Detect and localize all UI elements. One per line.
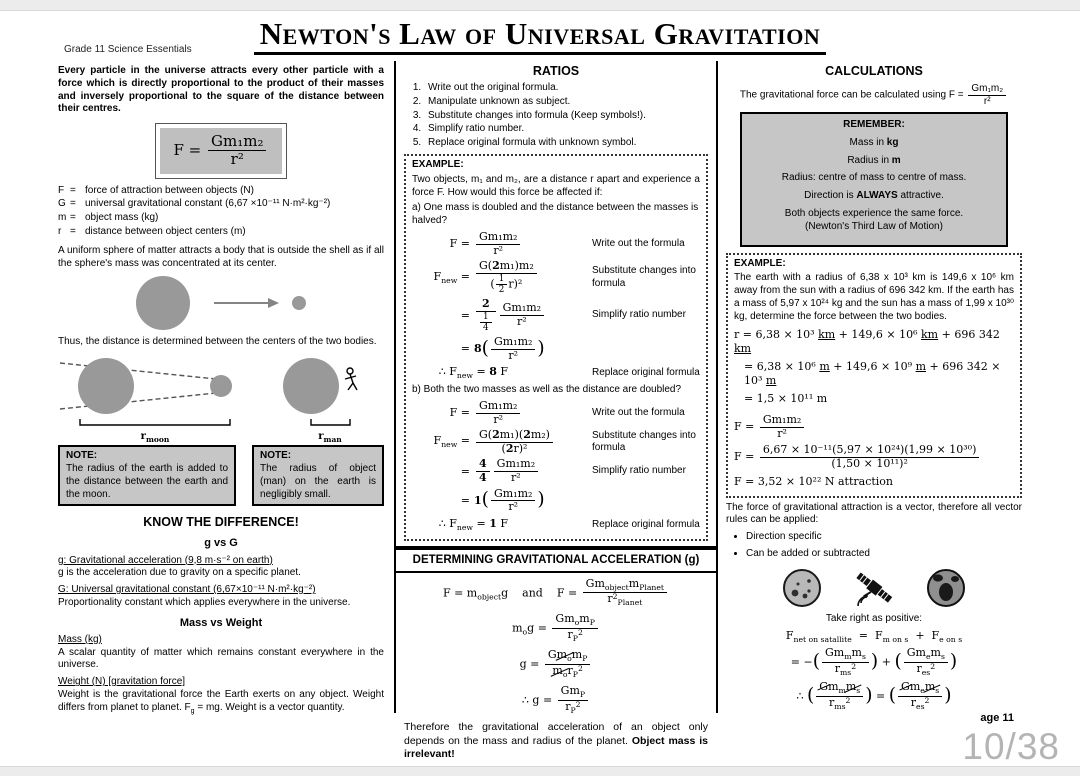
satellite-icon	[851, 565, 897, 611]
formula-row: = 1 ( Gm₁m₂ r² )	[460, 486, 545, 514]
ratios-step: 5. Replace original formula with unknown symbol.	[424, 137, 708, 150]
crater-spot	[792, 589, 799, 596]
radius-calc-line: r = 6,38 × 10³ km + 149,6 × 10⁶ km + 696 342 km	[734, 327, 1000, 355]
page-number-label: age 11	[980, 712, 1014, 724]
viewer-top-bar	[0, 0, 1080, 11]
symbol-definitions	[58, 185, 384, 239]
calculation-example-box	[726, 253, 1022, 498]
mass-vs-weight-header: Mass vs Weight	[179, 616, 263, 629]
ratios-example-box	[404, 154, 708, 541]
formula-row: $F_{new}$ = G(2m₁)m₂ ( $\frac{1}{2}$ r)² Substitute changes into formula	[433, 259, 696, 295]
earth-image	[925, 567, 967, 609]
right-column	[716, 61, 1030, 713]
crater-spot	[807, 579, 811, 583]
page-title-text: Newton's Law of Universal Gravitation	[254, 16, 826, 55]
remember-line: Radius in m	[847, 154, 901, 166]
G-definition-body: Proportionality constant which applies everywhere in the universe.	[58, 596, 351, 608]
example-label: EXAMPLE:	[734, 257, 786, 269]
force-calc-line: F = 3,52 × 10²² N attraction	[734, 474, 894, 488]
man-figure	[345, 368, 357, 390]
question-b: b) Both the two masses as well as the distance are doubled?	[412, 384, 682, 396]
uniform-sphere-text: A uniform sphere of matter attracts a body that is outside the shell as if all the sphere's mass was concentrated at its center.	[58, 244, 384, 269]
ratios-step: 4. Simplify ratio number.	[424, 123, 708, 136]
calc-intro-line: The gravitational force can be calculated using F = $\frac{\text{Gm₁m₂}}{\text{r²}}$	[726, 83, 1022, 107]
remember-line: Both objects experience the same force. (Newton's Third Law of Motion)	[784, 207, 964, 232]
continent-shape	[951, 576, 959, 582]
vector-bullet: • Direction specific	[746, 531, 1022, 544]
know-the-difference-header: KNOW THE DIFFERENCE!	[143, 515, 299, 530]
net-force-line: ∴ ( $Gm_mm_s$ $r_{ms}^2$ ) = ( $Gm_em_s$ $r_{es}^2$ )	[796, 680, 952, 711]
remember-box	[740, 112, 1008, 247]
note-man: NOTE: The radius of object (man) on the earth is negligibly small.	[252, 445, 384, 506]
vector-bullets	[732, 531, 1022, 561]
viewer-bottom-bar	[0, 766, 1080, 776]
determining-g-header: DETERMINING GRAVITATIONAL ACCELERATION (g)	[396, 550, 716, 573]
g-derivation-line: ∴ g = $Gm_P$ $r_P^2$	[404, 685, 708, 716]
net-force-line: $F_{net on satallite} = F_{m on s} + F_{e on s}$	[785, 628, 963, 644]
g-derivation-line: $m_og$ = $Gm_om_P$ $r_P^2$	[404, 613, 708, 644]
example-label: EXAMPLE:	[412, 158, 464, 170]
law-statement: Every particle in the universe attracts every other particle with a force which is directly proportional to the product of their masses and inversely proportional to the square of the distance between their centres.	[58, 65, 384, 115]
page-title	[0, 15, 1080, 55]
g-vs-G-header: g vs G	[204, 537, 238, 550]
radius-diagrams	[58, 351, 384, 443]
ratios-step: 3. Substitute changes into formula (Keep symbols!).	[424, 110, 708, 123]
note-boxes	[58, 445, 384, 506]
crater-spot	[807, 589, 810, 592]
weight-head: Weight (N) [gravitation force]	[58, 676, 186, 688]
earth-circle	[78, 358, 134, 414]
calculations-header: CALCULATIONS	[825, 64, 923, 78]
take-right-text: Take right as positive:	[825, 612, 923, 624]
radius-calc-line: = 1,5 × 10¹¹ m	[744, 391, 828, 405]
formula-row: = 8 ( Gm₁m₂ r² )	[460, 334, 545, 362]
definition-row: F = force of attraction between objects (N)	[58, 184, 254, 196]
g-definition-body: g is the acceleration due to gravity on a specific planet.	[58, 567, 301, 579]
example-text: The earth with a radius of 6,38 x 10³ km is 149,6 x 10⁶ km away from the sun with a radius of 696 342 km. If the earth has a mass of 5,97 x 10²⁴ kg and the sun has a mass of 1,99 x 10³⁰ kg, determine the force between the two bodies.	[734, 272, 1014, 322]
small-body	[292, 296, 306, 310]
continent-shape	[939, 583, 953, 601]
mass-body: A scalar quantity of matter which remains constant everywhere in the universe.	[58, 646, 384, 671]
solar-panel	[856, 572, 871, 586]
celestial-bodies-row	[726, 565, 1022, 611]
formula-row: $F_{new}$ = G(2m₁)(2m₂) (2r)² Substitute changes into formula	[433, 428, 696, 455]
ratios-header: RATIOS	[532, 64, 580, 78]
remember-title: REMEMBER:	[843, 119, 905, 130]
ratios-step: 2. Manipulate unknown as subject.	[424, 96, 708, 109]
page-header	[0, 11, 1080, 61]
formula-row: = 2 $\frac{1}{4}$ Gm₁m₂ r² Simplify ratio number	[460, 297, 686, 333]
weight-body: Weight is the gravitational force the Earth exerts on any object. Weight differs from planet to planet. $F_g$ = mg. Weight is a vector quantity.	[58, 688, 384, 715]
formula-row: ∴ $F_{new} = 8$ F Replace original formula	[438, 365, 700, 381]
remember-line: Direction is ALWAYS attractive.	[804, 190, 944, 202]
left-column	[50, 61, 394, 713]
definition-row: m = object mass (kg)	[58, 212, 159, 224]
crater-spot	[797, 582, 800, 585]
sphere-attraction-diagram	[71, 272, 371, 334]
arrow-icon	[268, 298, 279, 308]
remember-line: Mass in kg	[849, 136, 899, 148]
gravitation-formula: F = $\frac{\text{Gm₁m₂}}{\text{r²}}$	[160, 128, 283, 174]
earth-circle	[283, 358, 339, 414]
question-a: a) One mass is doubled and the distance between the masses is halved?	[412, 202, 699, 227]
g-definition-head: g: Gravitational acceleration (9,8 m·s⁻² on earth)	[58, 554, 273, 566]
moon-circle	[210, 375, 232, 397]
force-calc-line: F = $\frac{\text{6,67 × 10⁻¹¹(5,97 × 10²⁴)(1,99 × 10³⁰)}}{\text{(1,50 × 10¹¹)²}}$	[734, 444, 1014, 470]
radius-calc-line: = 6,38 × 10⁶ m + 149,6 × 10⁹ m + 696 342 × 10³ m	[744, 359, 1001, 387]
course-label: Grade 11 Science Essentials	[64, 44, 192, 55]
r-man-label: $r_{man}$	[318, 431, 342, 445]
gravitation-formula-box	[58, 123, 384, 179]
r-moon-label: $r_{moon}$	[140, 431, 170, 445]
g-derivation-line: $F = m_{object}g$ and F = $Gm_{object}m_{Planet}$ $r^2_{Planet}$	[404, 578, 708, 609]
determining-g-footer: Therefore the gravitational acceleration of an object only depends on the mass and radius of the planet. Object mass is irrelevant!	[404, 721, 708, 761]
formula-row: = 4 4 Gm₁m₂ r² Simplify ratio number	[460, 457, 686, 485]
viewer-page-indicator: 10/38	[962, 726, 1060, 767]
moon-image	[781, 567, 823, 609]
distance-bracket	[80, 419, 230, 425]
net-force-line: = −( $Gm_mm_s$ $r_{ms}^2$ ) + ( $Gm_em_s$ $r_{es}^2$ )	[790, 646, 958, 678]
definition-row: r = distance between object centers (m)	[58, 226, 246, 238]
example-intro: Two objects, m₁ and m₂, are a distance r apart and experience a force F. How would this force be affected if:	[412, 173, 700, 198]
formula-row: ∴ $F_{new} = 1$ F Replace original formula	[438, 517, 700, 533]
distance-bracket	[311, 419, 350, 425]
force-calc-line: F = $\frac{\text{Gm₁m₂}}{\text{r²}}$	[734, 414, 1014, 440]
document-page	[0, 11, 1080, 766]
large-sphere	[136, 276, 190, 330]
crater-spot	[803, 593, 808, 598]
formula-row: F = Gm₁m₂ r² Write out the formula	[449, 398, 685, 426]
ratios-step: 1. Write out the original formula.	[424, 82, 708, 95]
G-definition-head: G: Universal gravitational constant (6,67×10⁻¹¹ N·m²·kg⁻²)	[58, 584, 316, 596]
distance-centers-text: Thus, the distance is determined between the centers of the two bodies.	[58, 336, 377, 348]
remember-line: Radius: centre of mass to centre of mass.	[781, 172, 967, 184]
earth-moon-diagram	[58, 351, 258, 443]
vector-rules-text: The force of gravitational attraction is a vector, therefore all vector rules can be applied:	[726, 501, 1022, 526]
earth-man-diagram	[266, 351, 384, 443]
mass-head: Mass (kg)	[58, 633, 102, 645]
definition-row: G = universal gravitational constant (6,67 ×10⁻¹¹ N·m²·kg⁻²)	[58, 198, 331, 210]
g-derivation-line: g = $Gm_om_P$ $m_or_P^2$	[404, 649, 708, 680]
note-earth-moon: NOTE: The radius of the earth is added to the distance between the earth and the moon.	[58, 445, 236, 506]
formula-row: F = Gm₁m₂ r² Write out the formula	[449, 229, 685, 257]
continent-shape	[933, 574, 943, 581]
ratios-steps	[410, 82, 708, 150]
middle-column	[394, 61, 716, 761]
vector-bullet: • Can be added or subtracted	[746, 548, 1022, 561]
solar-panel	[878, 589, 893, 603]
